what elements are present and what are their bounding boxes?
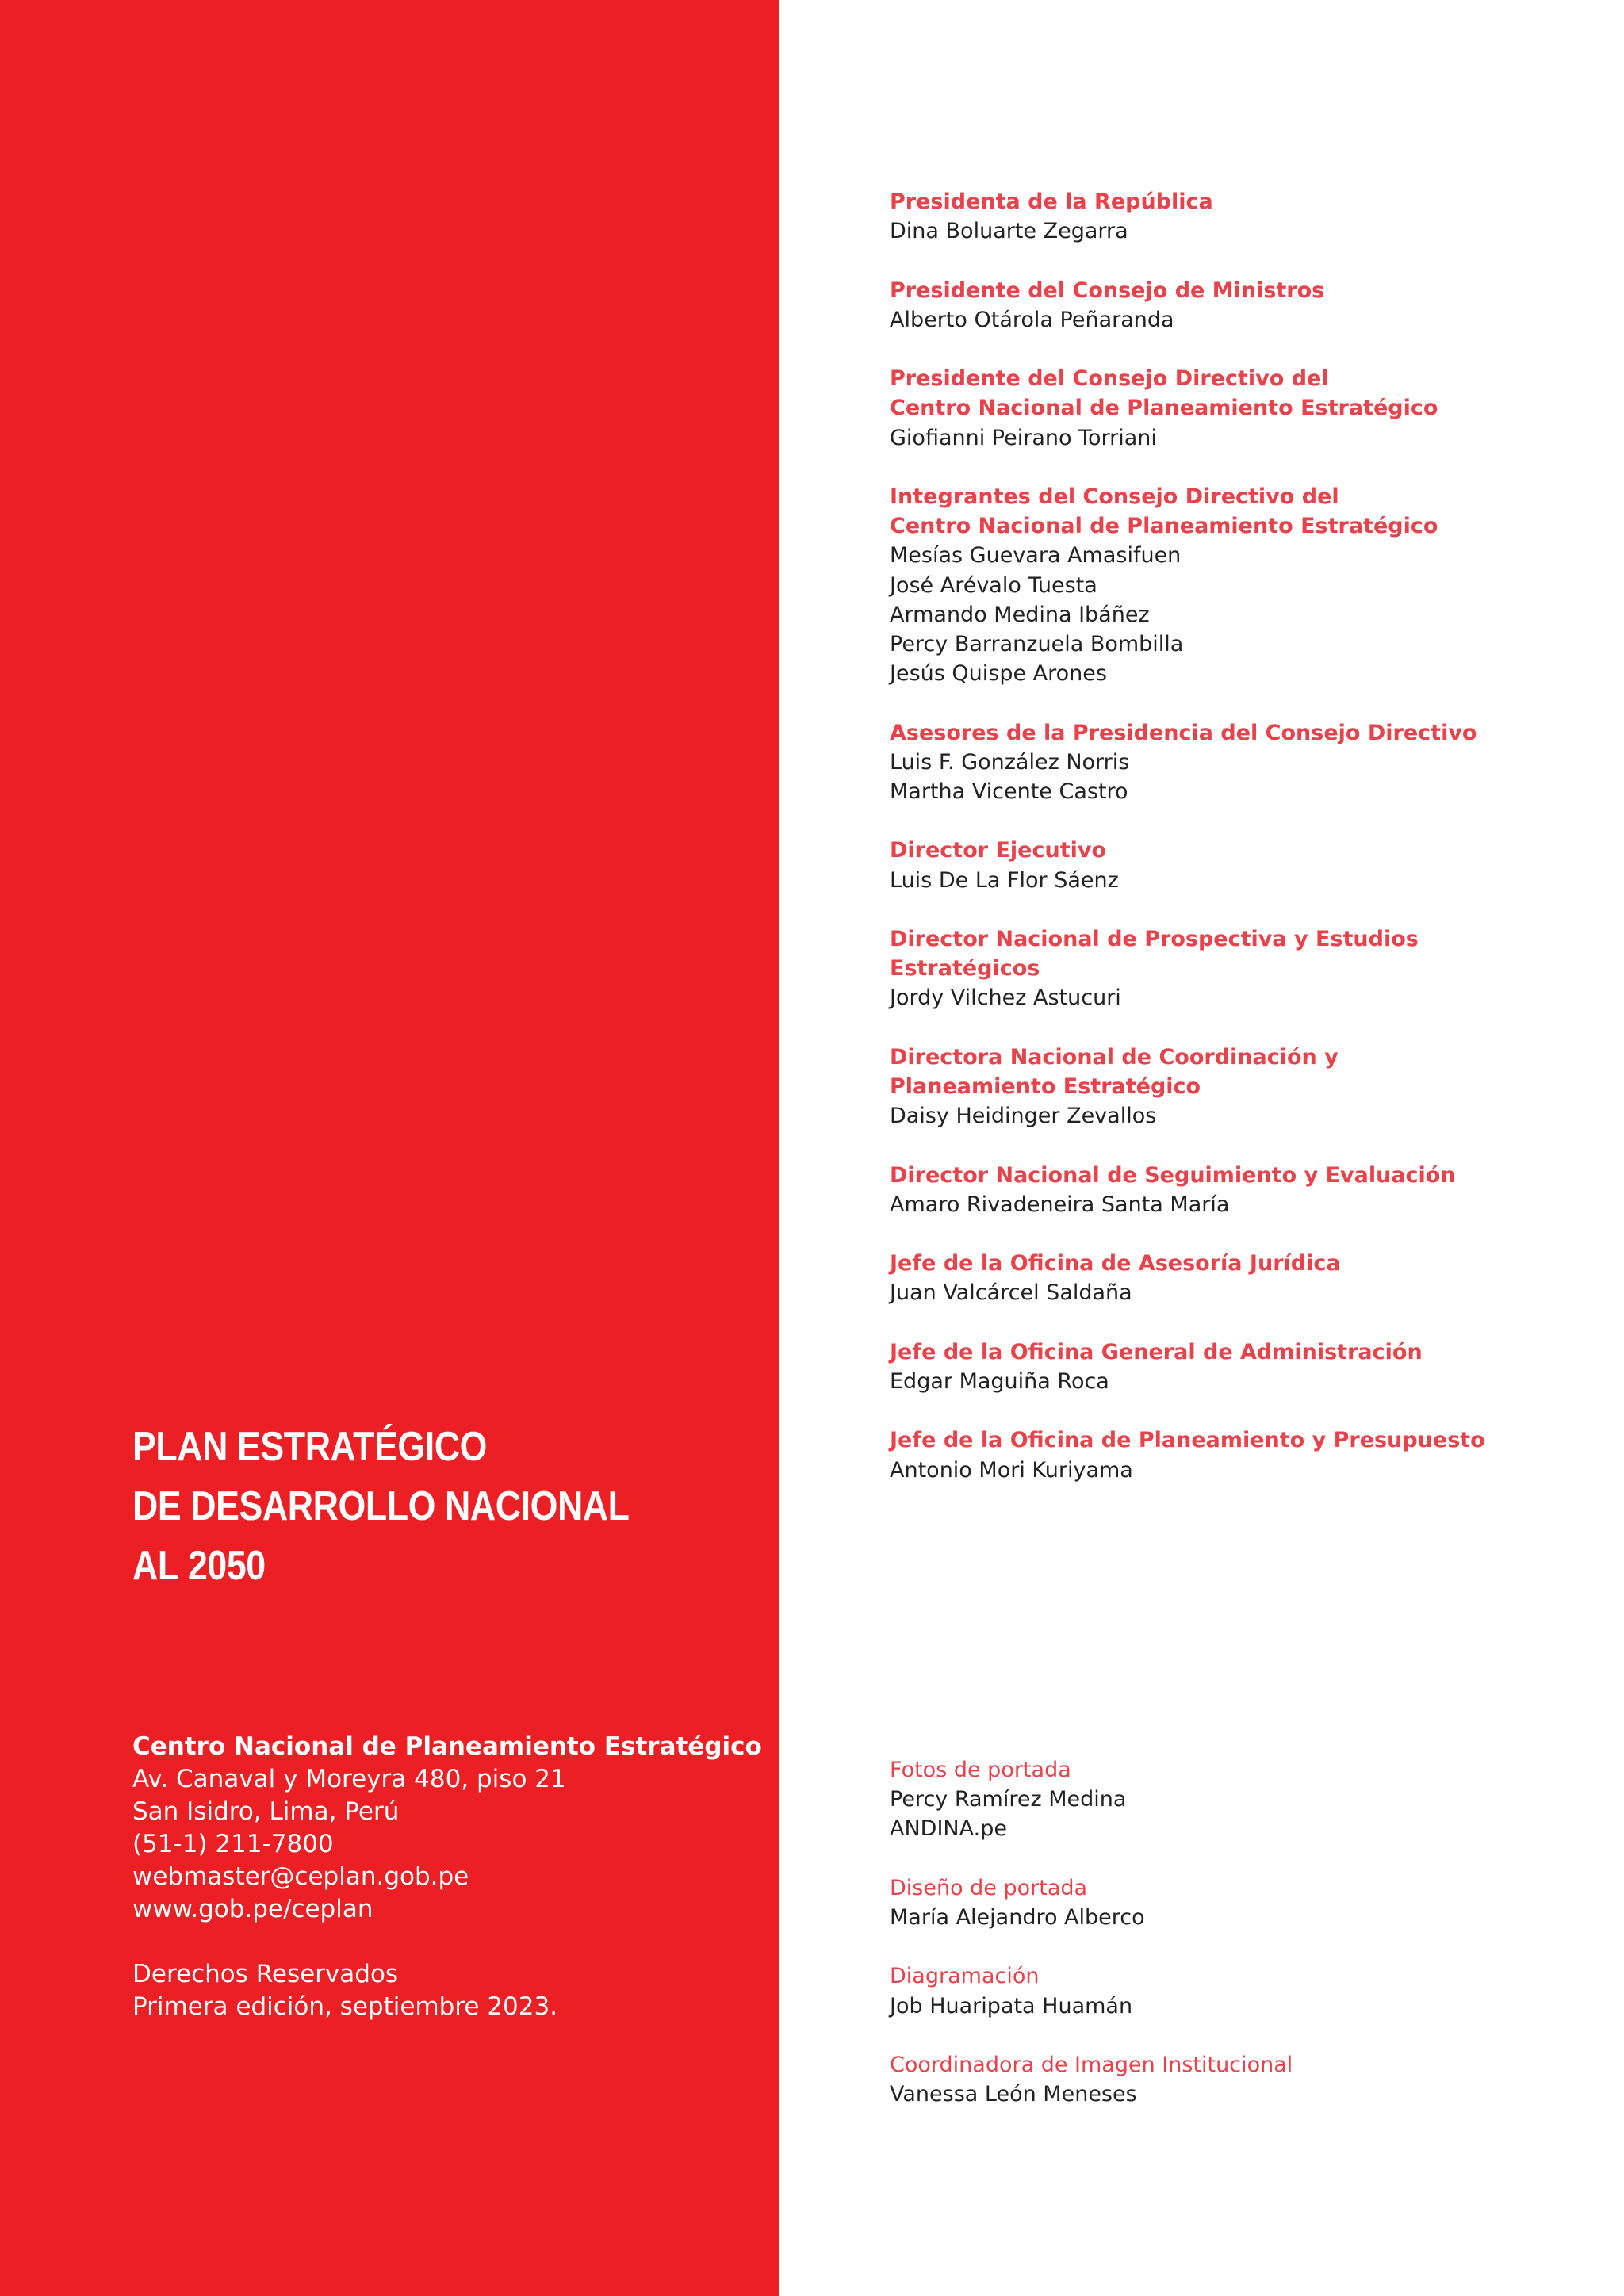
roster-group bbox=[890, 482, 1588, 688]
role-title: Asesores de la Presidencia del Consejo Directivo bbox=[890, 720, 1477, 745]
roster-group bbox=[890, 1337, 1588, 1396]
person-name: José Arévalo Tuesta bbox=[890, 572, 1097, 598]
person-name: Martha Vicente Castro bbox=[890, 779, 1128, 804]
person-name: Edgar Maguiña Roca bbox=[890, 1368, 1109, 1394]
organization-name: Centro Nacional de Planeamiento Estratégico bbox=[132, 1732, 762, 1761]
red-side-panel bbox=[0, 0, 779, 2296]
address-line: Av. Canaval y Moreyra 480, piso 21 bbox=[132, 1765, 566, 1793]
role-title: Jefe de la Oficina de Asesoría Jurídica bbox=[890, 1251, 1341, 1276]
roster-group bbox=[890, 836, 1588, 894]
roster-group bbox=[890, 276, 1588, 335]
person-name: ANDINA.pe bbox=[890, 1816, 1007, 1842]
rights-notice: Derechos Reservados bbox=[132, 1960, 399, 1988]
person-name: Vanessa León Meneses bbox=[890, 2082, 1137, 2107]
person-name: Luis F. González Norris bbox=[890, 749, 1130, 775]
roster-group bbox=[890, 718, 1588, 807]
title-line: DE DESARROLLO NACIONAL bbox=[132, 1483, 630, 1529]
person-name: María Alejandro Alberco bbox=[890, 1905, 1145, 1930]
role-title: Integrantes del Consejo Directivo del bbox=[890, 484, 1339, 509]
person-name: Mesías Guevara Amasifuen bbox=[890, 543, 1182, 568]
credit-group bbox=[890, 1755, 1588, 1844]
spacer bbox=[132, 1926, 762, 1958]
credit-group bbox=[890, 2050, 1588, 2109]
roster-group bbox=[890, 1043, 1588, 1131]
person-name: Jordy Vilchez Astucuri bbox=[890, 985, 1121, 1011]
credit-role: Diagramación bbox=[890, 1964, 1040, 1989]
person-name: Amaro Rivadeneira Santa María bbox=[890, 1192, 1230, 1217]
roster-group bbox=[890, 364, 1588, 453]
role-title: Director Nacional de Prospectiva y Estudios bbox=[890, 926, 1419, 951]
person-name: Giofianni Peirano Torriani bbox=[890, 425, 1157, 450]
person-name: Juan Valcárcel Saldaña bbox=[890, 1280, 1132, 1306]
person-name: Dina Boluarte Zegarra bbox=[890, 219, 1128, 244]
roster-group bbox=[890, 1249, 1588, 1307]
phone-number: (51-1) 211-7800 bbox=[132, 1830, 334, 1858]
contact-block bbox=[132, 1731, 762, 2023]
credit-role: Diseño de portada bbox=[890, 1875, 1088, 1900]
email-address: webmaster@ceplan.gob.pe bbox=[132, 1862, 469, 1891]
role-title: Presidente del Consejo de Ministros bbox=[890, 277, 1325, 303]
person-name: Percy Barranzuela Bombilla bbox=[890, 632, 1184, 656]
credit-role: Coordinadora de Imagen Institucional bbox=[890, 2052, 1293, 2077]
role-title: Planeamiento Estratégico bbox=[890, 1073, 1201, 1099]
authorities-roster bbox=[890, 187, 1588, 1514]
edition-notice: Primera edición, septiembre 2023. bbox=[132, 1992, 558, 2021]
person-name: Daisy Heidinger Zevallos bbox=[890, 1104, 1157, 1129]
person-name: Luis De La Flor Sáenz bbox=[890, 867, 1119, 893]
credit-group bbox=[890, 1961, 1588, 2020]
role-title: Jefe de la Oficina de Planeamiento y Presupuesto bbox=[890, 1428, 1485, 1453]
person-name: Job Huaripata Huamán bbox=[890, 1993, 1133, 2019]
role-title: Centro Nacional de Planeamiento Estratégico bbox=[890, 514, 1438, 539]
role-title: Estratégicos bbox=[890, 956, 1040, 982]
roster-group bbox=[890, 187, 1588, 246]
role-title: Director Nacional de Seguimiento y Evaluación bbox=[890, 1162, 1456, 1188]
title-line: AL 2050 bbox=[132, 1543, 266, 1589]
website-url: www.gob.pe/ceplan bbox=[132, 1895, 373, 1923]
title-line: PLAN ESTRATÉGICO bbox=[132, 1424, 487, 1470]
role-title: Presidente del Consejo Directivo del bbox=[890, 366, 1329, 392]
role-title: Directora Nacional de Coordinación y bbox=[890, 1044, 1339, 1070]
address-line: San Isidro, Lima, Perú bbox=[132, 1797, 400, 1826]
person-name: Percy Ramírez Medina bbox=[890, 1787, 1127, 1812]
person-name: Jesús Quispe Arones bbox=[890, 661, 1107, 687]
roster-group bbox=[890, 1161, 1588, 1219]
credit-group bbox=[890, 1873, 1588, 1932]
roster-group bbox=[890, 924, 1588, 1013]
production-credits bbox=[890, 1755, 1588, 2139]
role-title: Centro Nacional de Planeamiento Estratégico bbox=[890, 396, 1438, 421]
document-title bbox=[132, 1418, 630, 1596]
person-name: Alberto Otárola Peñaranda bbox=[890, 307, 1174, 332]
role-title: Presidenta de la República bbox=[890, 189, 1213, 214]
role-title: Director Ejecutivo bbox=[890, 838, 1107, 863]
role-title: Jefe de la Oficina General de Administración bbox=[890, 1339, 1423, 1364]
credit-role: Fotos de portada bbox=[890, 1758, 1071, 1782]
person-name: Armando Medina Ibáñez bbox=[890, 602, 1150, 627]
roster-group bbox=[890, 1425, 1588, 1484]
person-name: Antonio Mori Kuriyama bbox=[890, 1457, 1133, 1483]
